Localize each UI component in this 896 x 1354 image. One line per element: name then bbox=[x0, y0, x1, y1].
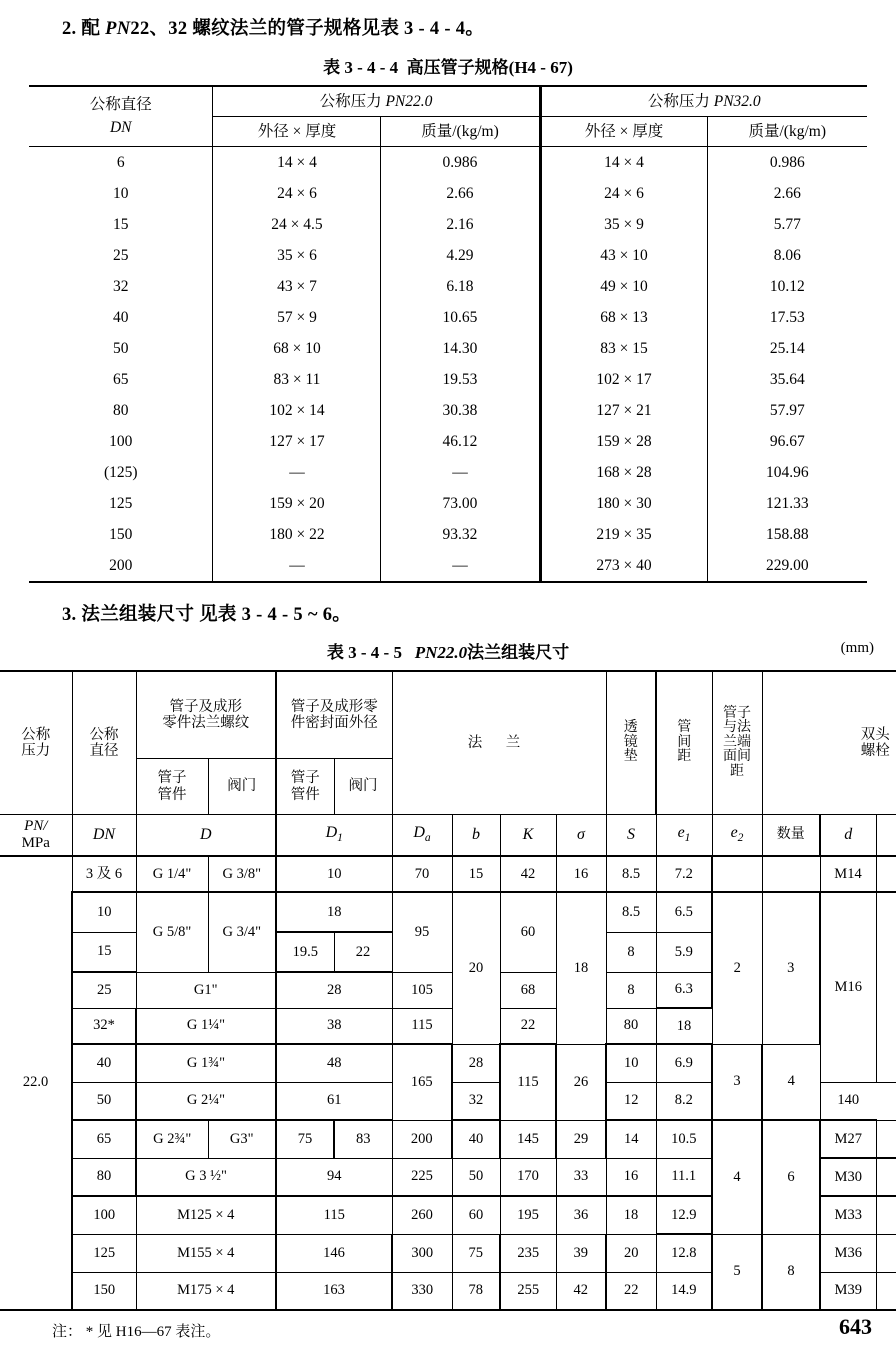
cell-dn: (125) bbox=[103, 463, 138, 481]
cell-sigma: 39 bbox=[556, 1234, 606, 1272]
cell-b: 75 bbox=[452, 1234, 500, 1272]
table-row bbox=[29, 209, 867, 240]
cell-dn: 125 bbox=[72, 1234, 136, 1272]
cell-dn: 25 bbox=[72, 972, 136, 1008]
table-345-title-label: 表 3 - 4 - 5 bbox=[326, 643, 402, 662]
cell-dn: 50 bbox=[72, 1082, 136, 1120]
table-344-header-row-1 bbox=[29, 86, 867, 117]
table-344-title-label: 表 3 - 4 - 4 bbox=[323, 58, 399, 77]
cell-od-pn22: 24 × 6 bbox=[213, 178, 381, 209]
table-row bbox=[29, 488, 867, 519]
cell-d: M36 bbox=[820, 1234, 876, 1272]
cell-mass-pn22: — bbox=[381, 550, 540, 582]
cell-qty: 6 bbox=[762, 1120, 820, 1234]
cell-od-pn32: 180 × 30 bbox=[540, 488, 707, 519]
cell-dn: 32* bbox=[72, 1008, 136, 1044]
header-group-pn32: 公称压力 PN32.0 bbox=[540, 86, 867, 117]
header-mass22: 质量/(kg/m) bbox=[381, 117, 540, 147]
header-dn-line1: 公称直径 bbox=[89, 96, 152, 114]
cell-mass-pn32: 10.12 bbox=[707, 271, 867, 302]
header-od32: 外径 × 厚度 bbox=[540, 117, 707, 147]
cell-D-pipe: M175 × 4 bbox=[136, 1272, 276, 1310]
cell-D-pipe: G 1¼" bbox=[136, 1008, 276, 1044]
cell-e1: 5.9 bbox=[656, 932, 712, 972]
cell-b: 22 bbox=[500, 1008, 556, 1044]
cell-od-pn32: 43 × 10 bbox=[540, 240, 707, 271]
cell-d: M14 bbox=[820, 856, 876, 892]
cell-b: 78 bbox=[452, 1272, 500, 1310]
cell-D1: 115 bbox=[276, 1196, 392, 1234]
table-345 bbox=[0, 670, 896, 1311]
cell-L: 140 bbox=[820, 1082, 876, 1120]
table-row bbox=[0, 1044, 896, 1082]
cell-dn: 65 bbox=[112, 370, 129, 388]
cell-od-pn32: 14 × 4 bbox=[540, 147, 707, 179]
symbol-S: S bbox=[606, 815, 656, 857]
cell-dn: 200 bbox=[109, 556, 133, 574]
symbol-D1: $D_1$ bbox=[276, 815, 392, 857]
cell-mass-pn32: 0.986 bbox=[707, 147, 867, 179]
cell-b: 15 bbox=[452, 856, 500, 892]
cell-od-pn32: 273 × 40 bbox=[540, 550, 707, 582]
cell-mass-pn22: 46.12 bbox=[381, 426, 540, 457]
symbol-pn: PN/ MPa bbox=[0, 815, 72, 857]
table-row bbox=[29, 178, 867, 209]
header-group-pipeflange: 管子 与法 兰端 面间 距 bbox=[712, 671, 762, 815]
cell-b: 40 bbox=[452, 1120, 500, 1158]
cell-dn: 65 bbox=[72, 1120, 136, 1158]
cell-dn: 80 bbox=[112, 401, 129, 419]
cell-od-pn22: 24 × 4.5 bbox=[213, 209, 381, 240]
cell-pn-spacer bbox=[0, 1008, 72, 1044]
document-page bbox=[0, 14, 896, 1354]
cell-mass-pn22: 93.32 bbox=[381, 519, 540, 550]
cell-mass-pn22: 0.986 bbox=[381, 147, 540, 179]
cell-od-pn32: 83 × 15 bbox=[540, 333, 707, 364]
cell-dn: 40 bbox=[72, 1044, 136, 1082]
cell-dn: 10 bbox=[72, 892, 136, 932]
cell-od-pn32: 159 × 28 bbox=[540, 426, 707, 457]
cell-D1: 163 bbox=[276, 1272, 392, 1310]
cell-e2: 2 bbox=[712, 892, 762, 1044]
cell-e1: 12.9 bbox=[656, 1196, 712, 1234]
table-344-title-text: 高压管子规格(H4 - 67) bbox=[406, 58, 573, 77]
cell-K: 115 bbox=[500, 1044, 556, 1120]
header-group-pn22: 公称压力 PN22.0 bbox=[213, 86, 540, 117]
cell-od-pn32: 127 × 21 bbox=[540, 395, 707, 426]
cell-mass-pn22: 2.66 bbox=[381, 178, 540, 209]
header-pn: 公称 压力 bbox=[0, 671, 72, 815]
cell-D1: 48 bbox=[276, 1044, 392, 1082]
cell-Da: 260 bbox=[392, 1196, 452, 1234]
cell-od-pn22: 43 × 7 bbox=[213, 271, 381, 302]
cell-pn-spacer bbox=[0, 1234, 72, 1272]
cell-mass-pn22: 30.38 bbox=[381, 395, 540, 426]
cell-dn: 3 及 6 bbox=[72, 856, 136, 892]
table-row bbox=[29, 364, 867, 395]
table-row bbox=[0, 1120, 896, 1158]
cell-e1: 10.5 bbox=[656, 1120, 712, 1158]
cell-D-valve: G3" bbox=[208, 1120, 276, 1158]
header-mass32: 质量/(kg/m) bbox=[707, 117, 867, 147]
cell-D-valve: G 3/8" bbox=[208, 856, 276, 892]
cell-Da: 115 bbox=[392, 1008, 452, 1044]
cell-e1: 14.9 bbox=[656, 1272, 712, 1310]
cell-b: 50 bbox=[452, 1158, 500, 1196]
cell-Da: 330 bbox=[392, 1272, 452, 1310]
cell-sigma: 36 bbox=[556, 1196, 606, 1234]
symbol-e1: $e_1$ bbox=[656, 815, 712, 857]
cell-qty: 3 bbox=[762, 892, 820, 1044]
cell-L bbox=[876, 856, 896, 892]
cell-mass-pn32: 96.67 bbox=[707, 426, 867, 457]
cell-pn-spacer bbox=[0, 1196, 72, 1234]
cell-mass-pn22: — bbox=[381, 457, 540, 488]
cell-mass-pn32: 158.88 bbox=[707, 519, 867, 550]
symbol-K: K bbox=[500, 815, 556, 857]
table-row bbox=[29, 302, 867, 333]
cell-L bbox=[876, 892, 896, 1082]
symbol-dn: DN bbox=[72, 815, 136, 857]
cell-mass-pn22: 73.00 bbox=[381, 488, 540, 519]
header-group-flange: 法 兰 bbox=[392, 671, 606, 815]
cell-S: 8.5 bbox=[606, 856, 656, 892]
cell-D-pipe: G1" bbox=[136, 972, 276, 1008]
header-od22: 外径 × 厚度 bbox=[213, 117, 381, 147]
cell-mass-pn32: 229.00 bbox=[707, 550, 867, 582]
table-row bbox=[29, 457, 867, 488]
cell-K: 170 bbox=[500, 1158, 556, 1196]
cell-pn-spacer bbox=[0, 972, 72, 1008]
cell-od-pn32: 49 × 10 bbox=[540, 271, 707, 302]
cell-pn-spacer bbox=[0, 1272, 72, 1310]
cell-dn: 25 bbox=[112, 246, 129, 264]
cell-sigma: 18 bbox=[556, 892, 606, 1044]
cell-qty: 8 bbox=[762, 1234, 820, 1310]
cell-mass-pn32: 5.77 bbox=[707, 209, 867, 240]
cell-od-pn22: 159 × 20 bbox=[213, 488, 381, 519]
cell-sigma: 33 bbox=[556, 1158, 606, 1196]
cell-D-pipe: G 5/8" bbox=[136, 892, 208, 972]
cell-e1: 11.1 bbox=[656, 1158, 712, 1196]
cell-dn: 15 bbox=[112, 215, 129, 233]
cell-mass-pn22: 14.30 bbox=[381, 333, 540, 364]
header-dn-cell bbox=[29, 86, 213, 147]
symbol-d: d bbox=[820, 815, 876, 857]
table-345-title-text: 法兰组装尺寸 bbox=[467, 643, 570, 662]
cell-b: 32 bbox=[452, 1082, 500, 1120]
cell-od-pn22: 68 × 10 bbox=[213, 333, 381, 364]
cell-L bbox=[876, 1158, 896, 1196]
header-group-pipegap: 管 间 距 bbox=[656, 671, 712, 815]
cell-sigma: 18 bbox=[656, 1008, 712, 1044]
section-2-heading: 2. 配 PN22、32 螺纹法兰的管子规格见表 3 - 4 - 4。 bbox=[62, 19, 485, 39]
cell-e1: 12.8 bbox=[656, 1234, 712, 1272]
cell-od-pn22: 83 × 11 bbox=[213, 364, 381, 395]
cell-mass-pn32: 2.66 bbox=[707, 178, 867, 209]
header-sub-valve-seal: 阀门 bbox=[334, 759, 392, 815]
cell-od-pn22: 180 × 22 bbox=[213, 519, 381, 550]
cell-S: 8.5 bbox=[606, 892, 656, 932]
cell-D-pipe: G 1/4" bbox=[136, 856, 208, 892]
cell-Da: 70 bbox=[392, 856, 452, 892]
cell-D1-a: 75 bbox=[276, 1120, 334, 1158]
cell-Da: 225 bbox=[392, 1158, 452, 1196]
cell-D-pipe: M155 × 4 bbox=[136, 1234, 276, 1272]
cell-od-pn22: 35 × 6 bbox=[213, 240, 381, 271]
cell-Da: 200 bbox=[392, 1120, 452, 1158]
cell-dn: 15 bbox=[72, 932, 136, 972]
cell-S: 14 bbox=[606, 1120, 656, 1158]
cell-S: 8 bbox=[606, 932, 656, 972]
cell-dn: 32 bbox=[112, 277, 129, 295]
symbol-D: D bbox=[136, 815, 276, 857]
cell-mass-pn22: 2.16 bbox=[381, 209, 540, 240]
cell-od-pn22: 127 × 17 bbox=[213, 426, 381, 457]
table-345-header-groups bbox=[0, 671, 896, 759]
cell-qty: 4 bbox=[762, 1044, 820, 1120]
cell-Da: 105 bbox=[392, 972, 452, 1008]
cell-b: 20 bbox=[452, 892, 500, 1044]
cell-mass-pn22: 4.29 bbox=[381, 240, 540, 271]
cell-mass-pn32: 121.33 bbox=[707, 488, 867, 519]
cell-D1: 146 bbox=[276, 1234, 392, 1272]
cell-od-pn32: 35 × 9 bbox=[540, 209, 707, 240]
cell-sigma: 29 bbox=[556, 1120, 606, 1158]
cell-mass-pn32: 35.64 bbox=[707, 364, 867, 395]
table-row bbox=[29, 147, 867, 179]
cell-S: 22 bbox=[606, 1272, 656, 1310]
cell-dn: 40 bbox=[112, 308, 129, 326]
cell-mass-pn32: 8.06 bbox=[707, 240, 867, 271]
cell-pn-spacer bbox=[0, 856, 72, 892]
cell-qty bbox=[762, 856, 820, 892]
cell-dn: 100 bbox=[109, 432, 133, 450]
symbol-e2: $e_2$ bbox=[712, 815, 762, 857]
cell-mass-pn22: 6.18 bbox=[381, 271, 540, 302]
cell-e1: 8.2 bbox=[656, 1082, 712, 1120]
cell-D1-b: 22 bbox=[334, 932, 392, 972]
cell-K: 60 bbox=[500, 892, 556, 972]
table-row bbox=[0, 1234, 896, 1272]
cell-e2: 4 bbox=[712, 1120, 762, 1234]
cell-od-pn32: 24 × 6 bbox=[540, 178, 707, 209]
cell-d: M16 bbox=[820, 892, 876, 1082]
cell-K: 80 bbox=[606, 1008, 656, 1044]
cell-e2 bbox=[712, 856, 762, 892]
cell-K: 42 bbox=[500, 856, 556, 892]
cell-D1: 38 bbox=[276, 1008, 392, 1044]
cell-Da: 300 bbox=[392, 1234, 452, 1272]
cell-d: M33 bbox=[820, 1196, 876, 1234]
cell-b: 60 bbox=[452, 1196, 500, 1234]
cell-mass-pn32: 57.97 bbox=[707, 395, 867, 426]
table-row bbox=[29, 333, 867, 364]
cell-dn: 100 bbox=[72, 1196, 136, 1234]
cell-pn-spacer bbox=[0, 1120, 72, 1158]
cell-L bbox=[876, 1234, 896, 1272]
cell-od-pn32: 219 × 35 bbox=[540, 519, 707, 550]
table-row bbox=[29, 550, 867, 582]
cell-S: 10 bbox=[606, 1044, 656, 1082]
table-345-title-ital: PN22.0 bbox=[414, 643, 468, 662]
symbol-qty: 数量 bbox=[762, 815, 820, 857]
cell-b: 28 bbox=[452, 1044, 500, 1082]
section-3-heading: 3. 法兰组装尺寸 见表 3 - 4 - 5 ~ 6。 bbox=[62, 605, 352, 625]
cell-mass-pn32: 17.53 bbox=[707, 302, 867, 333]
cell-dn: 125 bbox=[109, 494, 133, 512]
header-sub-pipe-thread: 管子 管件 bbox=[136, 759, 208, 815]
cell-D-valve: G 3/4" bbox=[208, 892, 276, 972]
cell-D1: 28 bbox=[276, 972, 392, 1008]
table-344 bbox=[29, 85, 867, 583]
header-dn: 公称 直径 bbox=[72, 671, 136, 815]
cell-S: 20 bbox=[606, 1234, 656, 1272]
table-345-unit: (mm) bbox=[840, 640, 874, 656]
symbol-b: b bbox=[452, 815, 500, 857]
cell-od-pn32: 168 × 28 bbox=[540, 457, 707, 488]
header-group-bolt: 双头 螺栓 bbox=[762, 671, 896, 815]
header-group-lens: 透 镜 垫 bbox=[606, 671, 656, 815]
cell-od-pn22: 14 × 4 bbox=[213, 147, 381, 179]
cell-e1: 6.9 bbox=[656, 1044, 712, 1082]
cell-d: M27 bbox=[820, 1120, 876, 1158]
cell-K: 145 bbox=[500, 1120, 556, 1158]
cell-od-pn22: — bbox=[213, 457, 381, 488]
cell-d: M30 bbox=[820, 1158, 876, 1196]
cell-od-pn22: 102 × 14 bbox=[213, 395, 381, 426]
pn-italic: PN bbox=[105, 19, 131, 39]
cell-L bbox=[876, 1196, 896, 1234]
symbol-sigma: σ bbox=[556, 815, 606, 857]
cell-Da: 95 bbox=[392, 892, 452, 972]
cell-D1: 61 bbox=[276, 1082, 392, 1120]
table-345-header-symbols bbox=[0, 815, 896, 857]
cell-D-pipe: G 1¾" bbox=[136, 1044, 276, 1082]
cell-S: 16 bbox=[606, 1158, 656, 1196]
cell-pn-spacer bbox=[0, 932, 72, 972]
cell-mass-pn22: 19.53 bbox=[381, 364, 540, 395]
cell-od-pn22: 57 × 9 bbox=[213, 302, 381, 333]
cell-e2: 3 bbox=[712, 1044, 762, 1120]
cell-D-pipe: G 2¼" bbox=[136, 1082, 276, 1120]
cell-D1-a: 19.5 bbox=[276, 932, 334, 972]
cell-sigma: 42 bbox=[556, 1272, 606, 1310]
cell-S: 18 bbox=[606, 1196, 656, 1234]
table-row bbox=[29, 426, 867, 457]
header-group-seal: 管子及成形零 件密封面外径 bbox=[276, 671, 392, 759]
cell-K: 235 bbox=[500, 1234, 556, 1272]
table-row bbox=[29, 519, 867, 550]
cell-dn: 80 bbox=[72, 1158, 136, 1196]
table-345-footnote: 注： * 见 H16—67 表注。 bbox=[52, 1324, 221, 1340]
cell-d: M39 bbox=[820, 1272, 876, 1310]
page-number: 643 bbox=[839, 1314, 872, 1339]
cell-L bbox=[876, 1120, 896, 1158]
cell-dn: 150 bbox=[109, 525, 133, 543]
cell-D1-b: 83 bbox=[334, 1120, 392, 1158]
cell-pn-spacer bbox=[0, 892, 72, 932]
cell-sigma: 16 bbox=[556, 856, 606, 892]
cell-dn: 50 bbox=[112, 339, 129, 357]
cell-od-pn22: — bbox=[213, 550, 381, 582]
cell-pn-spacer bbox=[0, 1158, 72, 1196]
table-row bbox=[29, 271, 867, 302]
cell-K: 255 bbox=[500, 1272, 556, 1310]
cell-e2: 5 bbox=[712, 1234, 762, 1310]
table-345-title bbox=[0, 638, 896, 663]
cell-e1: 6.5 bbox=[656, 892, 712, 932]
cell-od-pn32: 68 × 13 bbox=[540, 302, 707, 333]
cell-e1: 6.3 bbox=[656, 972, 712, 1008]
cell-Da: 165 bbox=[392, 1044, 452, 1120]
cell-dn: 10 bbox=[112, 184, 129, 202]
cell-pn: 22.0 bbox=[22, 1073, 49, 1090]
cell-mass-pn22: 10.65 bbox=[381, 302, 540, 333]
cell-sigma: 26 bbox=[556, 1044, 606, 1120]
table-row bbox=[29, 395, 867, 426]
symbol-Da: $D_a$ bbox=[392, 815, 452, 857]
cell-D-pipe: M125 × 4 bbox=[136, 1196, 276, 1234]
table-344-title bbox=[0, 53, 896, 78]
header-group-thread: 管子及成形 零件法兰螺纹 bbox=[136, 671, 276, 759]
table-row bbox=[0, 856, 896, 892]
header-dn-line2: DN bbox=[109, 119, 132, 136]
table-row bbox=[0, 892, 896, 932]
cell-D1: 18 bbox=[276, 892, 392, 932]
cell-L bbox=[876, 1272, 896, 1310]
cell-D1: 94 bbox=[276, 1158, 392, 1196]
cell-D1: 10 bbox=[276, 856, 392, 892]
cell-S: 8 bbox=[606, 972, 656, 1008]
cell-dn: 150 bbox=[72, 1272, 136, 1310]
table-row bbox=[29, 240, 867, 271]
cell-K: 195 bbox=[500, 1196, 556, 1234]
header-sub-valve-thread: 阀门 bbox=[208, 759, 276, 815]
cell-mass-pn32: 25.14 bbox=[707, 333, 867, 364]
cell-D-pipe: G 2¾" bbox=[136, 1120, 208, 1158]
cell-dn: 6 bbox=[116, 153, 125, 171]
cell-S: 12 bbox=[606, 1082, 656, 1120]
cell-D-pipe: G 3 ½" bbox=[136, 1158, 276, 1196]
cell-mass-pn32: 104.96 bbox=[707, 457, 867, 488]
header-sub-pipe-seal: 管子 管件 bbox=[276, 759, 334, 815]
cell-e1: 7.2 bbox=[656, 856, 712, 892]
symbol-L bbox=[876, 815, 896, 857]
cell-K: 68 bbox=[500, 972, 556, 1008]
cell-od-pn32: 102 × 17 bbox=[540, 364, 707, 395]
